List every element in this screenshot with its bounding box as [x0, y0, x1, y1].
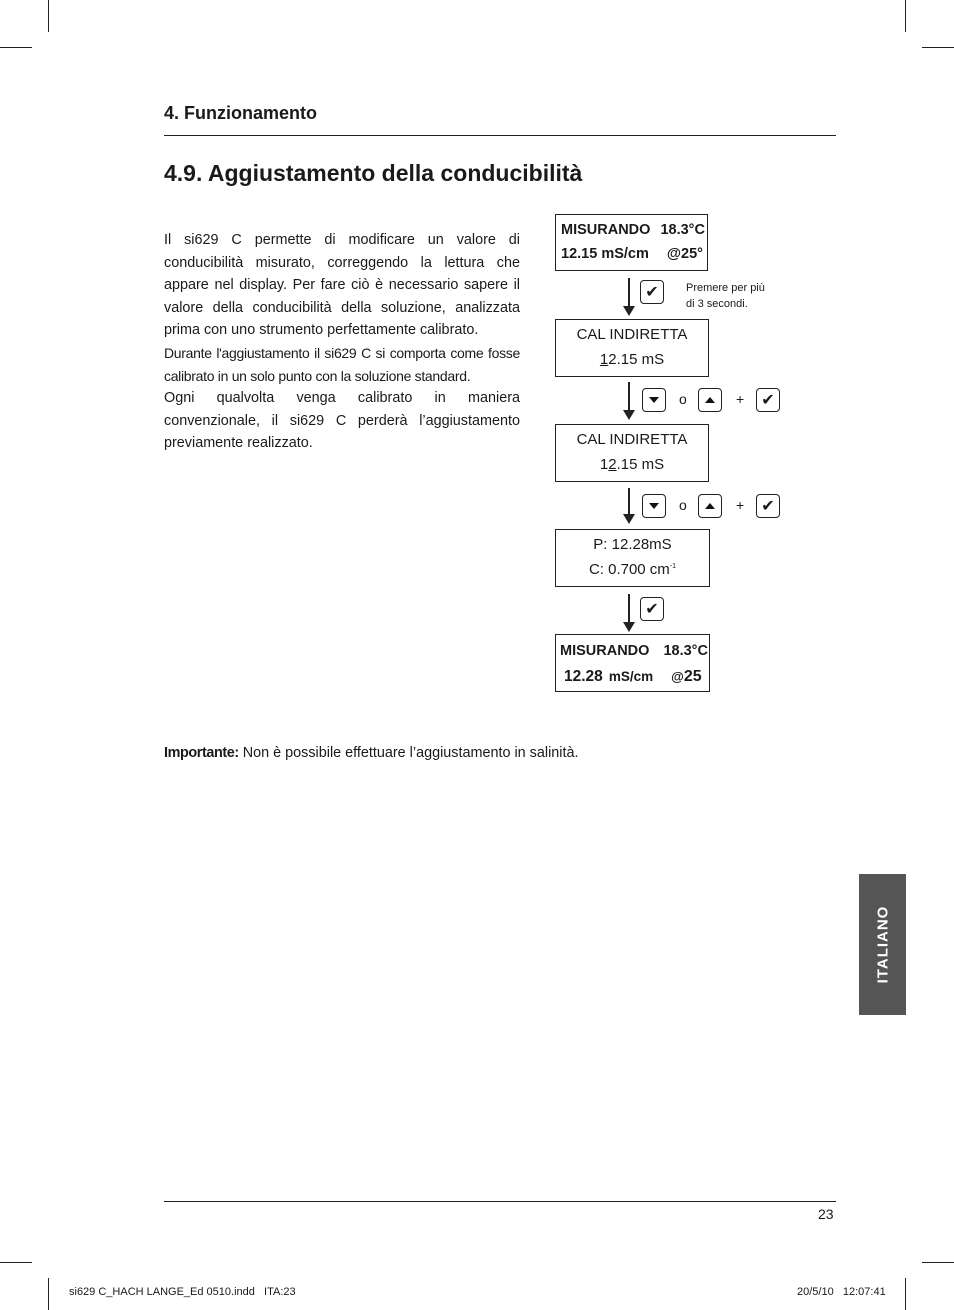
- page-number: 23: [818, 1206, 834, 1222]
- page-title: 4.9. Aggiustamento della conducibilità: [164, 160, 583, 186]
- display-reference-temp: 25: [683, 668, 702, 685]
- display-result: [555, 529, 710, 587]
- or-label: o: [679, 497, 687, 513]
- display-line: CAL INDIRETTA: [576, 431, 688, 448]
- print-timestamp: 20/5/10 12:07:41: [797, 1286, 886, 1298]
- arrow-up-icon: [705, 397, 715, 403]
- paragraph: Ogni qualvolta venga calibrato in maniera convenzionale, il si629 C perderà l’aggiustamento previamente realizzato.: [164, 390, 520, 452]
- display-temperature: 18.3°C: [660, 222, 705, 238]
- cursor-digit: 1: [599, 351, 609, 368]
- display-measuring-adjusted: [555, 634, 710, 692]
- note-line: Premere per più: [686, 282, 765, 294]
- crop-mark: [48, 0, 49, 32]
- display-temperature: 18.3°C: [663, 643, 708, 659]
- display-value: 1: [599, 456, 609, 473]
- display-cal-indirect: [555, 319, 709, 377]
- flow-arrow: [628, 594, 630, 624]
- check-icon: ✔: [645, 599, 659, 618]
- footer-rule: [164, 1201, 836, 1202]
- check-icon: ✔: [761, 496, 775, 515]
- display-value: .15 mS: [616, 456, 665, 473]
- arrow-down-icon: [649, 397, 659, 403]
- arrow-down-icon: [649, 503, 659, 509]
- plus-label: +: [736, 497, 745, 513]
- body-text: [164, 229, 520, 455]
- crop-mark: [922, 1262, 954, 1263]
- section-heading: 4. Funzionamento: [164, 103, 317, 123]
- crop-mark: [0, 1262, 32, 1263]
- display-mode: MISURANDO: [561, 222, 651, 238]
- display-cell-constant: C: 0.700 cm: [588, 561, 670, 578]
- confirm-key: [640, 597, 664, 621]
- flow-arrow: [628, 382, 630, 412]
- display-at-sign: @: [671, 669, 684, 684]
- header-rule: [164, 135, 836, 136]
- check-icon: ✔: [645, 282, 659, 301]
- confirm-key: [756, 494, 780, 518]
- display-reference-temp: @25°: [666, 246, 703, 262]
- display-line: CAL INDIRETTA: [576, 326, 688, 343]
- file-slug: si629 C_HACH LANGE_Ed 0510.indd ITA:23: [69, 1286, 296, 1298]
- important-note: [164, 745, 578, 761]
- check-icon: ✔: [761, 390, 775, 409]
- or-label: o: [679, 391, 687, 407]
- flow-arrow: [628, 488, 630, 516]
- display-conductivity: 12.15 mS/cm: [561, 246, 649, 262]
- arrow-up-icon: [705, 503, 715, 509]
- crop-mark: [922, 47, 954, 48]
- paragraph: Il si629 C permette di modificare un valore di conducibilità misurato, correggendo la lettura che appare nel display. Per fare ciò è necessario sapere il valore della conducibilità della soluzione, analizzata prima con uno strumento perfettamente calibrato.: [164, 232, 520, 339]
- display-line: P: 12.28mS: [593, 536, 672, 553]
- display-conductivity: 12.28: [564, 668, 603, 685]
- display-cal-indirect: [555, 424, 709, 482]
- language-tab: [859, 874, 906, 1015]
- confirm-key: [640, 280, 664, 304]
- crop-mark: [48, 1278, 49, 1310]
- crop-mark: [905, 0, 906, 32]
- crop-mark: [0, 47, 32, 48]
- down-key: [642, 494, 666, 518]
- cursor-digit: 2: [608, 456, 617, 473]
- important-label: Importante:: [164, 745, 239, 761]
- display-mode: MISURANDO: [560, 643, 650, 659]
- language-label: ITALIANO: [874, 905, 891, 984]
- note-line: di 3 secondi.: [686, 298, 748, 310]
- up-key: [698, 388, 722, 412]
- paragraph: Durante l'aggiustamento il si629 C si comporta come fosse calibrato in un solo punto con la soluzione standard.: [164, 344, 520, 384]
- flow-arrow: [628, 278, 630, 308]
- display-unit: mS/cm: [608, 669, 654, 684]
- plus-label: +: [736, 391, 745, 407]
- down-key: [642, 388, 666, 412]
- hold-note: [686, 280, 765, 312]
- important-text: Non è possibile effettuare l’aggiustamento in salinità.: [238, 745, 579, 761]
- crop-mark: [905, 1278, 906, 1310]
- unit-exponent: -1: [669, 563, 677, 570]
- up-key: [698, 494, 722, 518]
- confirm-key: [756, 388, 780, 412]
- display-value: 2.15 mS: [608, 351, 665, 368]
- display-measuring: [555, 214, 708, 271]
